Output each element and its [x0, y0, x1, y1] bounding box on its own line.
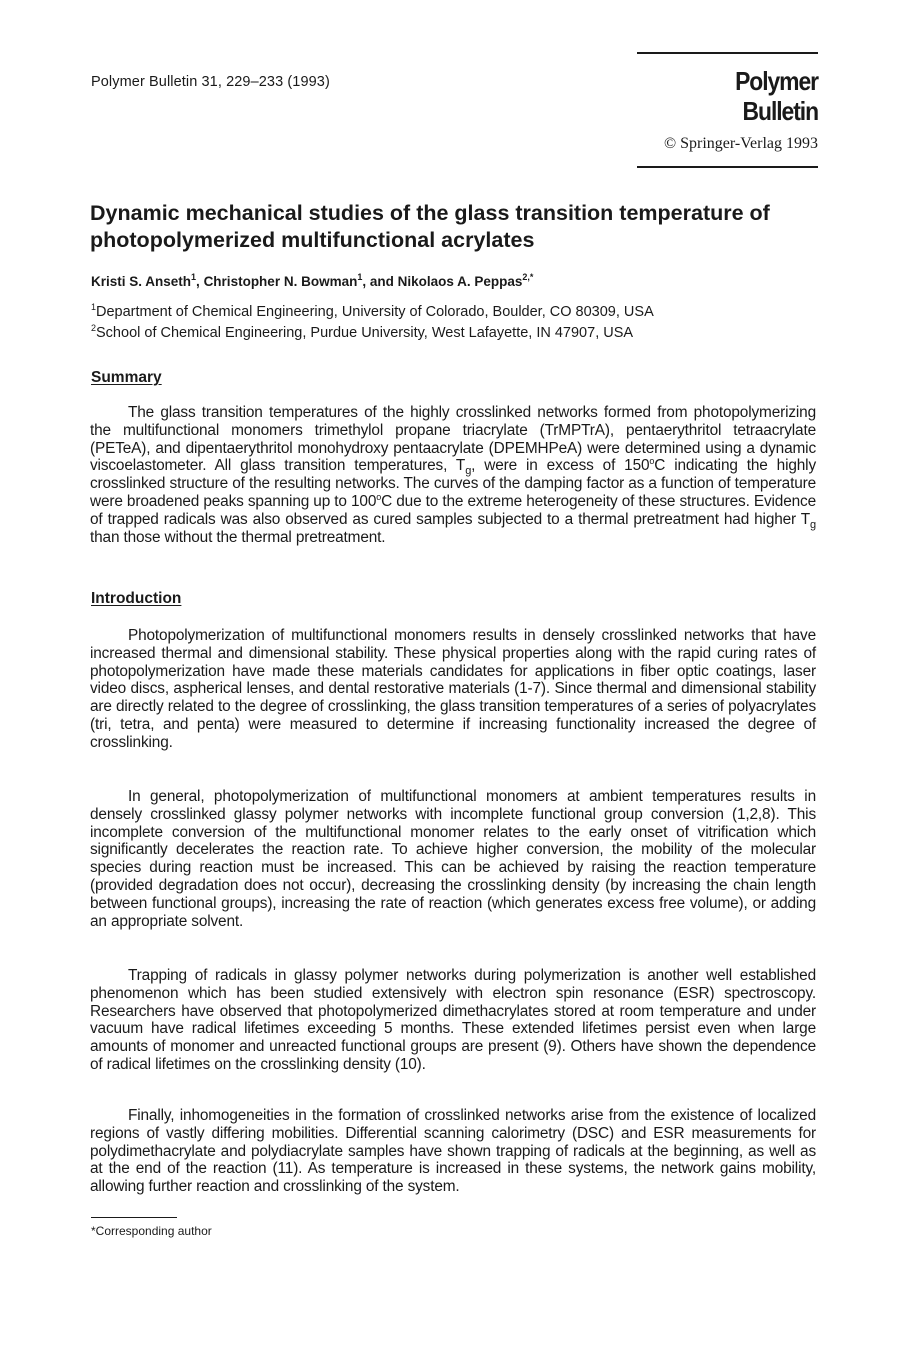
introduction-paragraph: Finally, inhomogeneities in the formation of crosslinked networks arise from the existence of localized regions of vastly differing mobilities. Differential scanning calorimetry (DSC) and ESR measurements for polydimethacrylate and polydiacrylate samples have shown trapping of radicals at the beginning, as well as at the end of the reaction (11). As temperature is increased in these systems, the network gains mobility, allowing further reaction and crosslinking of the system. [90, 1107, 816, 1196]
footnote [91, 1223, 212, 1239]
introduction-heading: Introduction [91, 590, 182, 607]
journal-masthead [637, 52, 818, 168]
author-list [91, 272, 831, 292]
summary-text: C indicating the highly crosslinked structure of the resulting networks. The curves of the damping factor as a function of temperature were broadened peaks spanning up to 100 [90, 457, 816, 510]
affiliation-text: School of Chemical Engineering, Purdue University, West Lafayette, IN 47907, USA [96, 325, 634, 341]
degree-mark: o [376, 491, 382, 502]
article-title: Dynamic mechanical studies of the glass transition temperature of photopolymerized multifunctional acrylates [90, 201, 770, 252]
introduction-paragraph: Photopolymerization of multifunctional monomers results in densely crosslinked networks that have increased thermal and dimensional stability. These physical properties along with the rapid curing rates of photopolymerization have made these materials candidates for applications in fiber optic coatings, laser video discs, aspherical lenses, and dental restorative materials (1-7). Since thermal and dimensional stability are directly related to the degree of crosslinking, the glass transition temperatures of a series of polyacrylates (tri, tetra, and penta) were measured to determine if increasing functionality increased the degree of crosslinking. [90, 627, 816, 751]
subscript: g [810, 518, 816, 531]
degree-mark: o [649, 456, 655, 467]
affiliation-text: Department of Chemical Engineering, University of Colorado, Boulder, CO 80309, USA [96, 304, 654, 320]
affiliation-list [91, 302, 831, 344]
author-affil-mark: 2,* [522, 272, 534, 282]
affiliation-mark: 2 [91, 323, 97, 333]
affiliation [91, 323, 831, 344]
author-affil-mark: 1 [357, 272, 363, 282]
summary-paragraph [90, 404, 816, 546]
author-name: Kristi S. Anseth [91, 274, 192, 289]
introduction-paragraph: In general, photopolymerization of multifunctional monomers at ambient temperatures results in densely crosslinked glassy polymer networks with incomplete functional group conversion (1,2,8). This incomplete conversion of the multifunctional monomer relates to the early onset of vitrification which significantly decelerates the reaction rate. To achieve higher conversion, the mobility of the molecular species during reaction must be increased. This can be achieved by raising the reaction temperature (provided degradation does not occur), decreasing the crosslinking density (by increasing the chain length between functional groups), increasing the rate of reaction (which generates excess free volume), or adding an appropriate solvent. [90, 788, 816, 930]
subscript: g [465, 465, 472, 478]
summary-text: C due to the extreme heterogeneity of these structures. Evidence of trapped radicals was also observed as cured samples subjected to a thermal pretreatment had higher T [90, 492, 816, 528]
footnote-mark: * [91, 1224, 96, 1238]
author-affil-mark: 1 [191, 272, 197, 282]
masthead-rule [637, 166, 818, 168]
summary-text: The glass transition temperatures of the highly crosslinked networks formed from photopolymerizing the multifunctional monomers trimethylol propane triacrylate (TrMPTrA), pentaerythritol tetraacrylate (PETeA), and dipentaerythritol monohydroxy pentaacrylate (DPEMHPeA) were determined using a dynamic viscoelastometer. All glass transition temperatures, T [90, 404, 816, 475]
summary-heading: Summary [91, 369, 162, 386]
affiliation [91, 302, 831, 323]
author-joiner: , [196, 274, 204, 289]
publisher-copyright: © Springer-Verlag 1993 [663, 135, 818, 152]
affiliation-mark: 1 [91, 302, 97, 312]
footnote-text: Corresponding author [95, 1224, 212, 1238]
introduction-paragraph: Trapping of radicals in glassy polymer networks during polymerization is another well established phenomenon which has been studied extensively with electron spin resonance (ESR) spectroscopy. Researchers have observed that photopolymerized dimethacrylates stored at room temperature and under vacuum have radical lifetimes exceeding 5 months. These extended lifetimes persist even when large amounts of monomer and unreacted functional groups are present (9). Others have shown the dependence of radical lifetimes on the crosslinking density (10). [90, 967, 816, 1073]
summary-text: than those without the thermal pretreatment. [90, 528, 386, 546]
author-name: Nikolaos A. Peppas [397, 274, 523, 289]
summary-text: , were in excess of 150 [471, 457, 650, 475]
journal-name: Polymer Bulletin [735, 66, 818, 126]
journal-citation: Polymer Bulletin 31, 229–233 (1993) [91, 74, 330, 90]
author-name: Christopher N. Bowman [203, 274, 358, 289]
author-joiner: , and [362, 274, 398, 289]
footnote-rule [91, 1217, 177, 1218]
